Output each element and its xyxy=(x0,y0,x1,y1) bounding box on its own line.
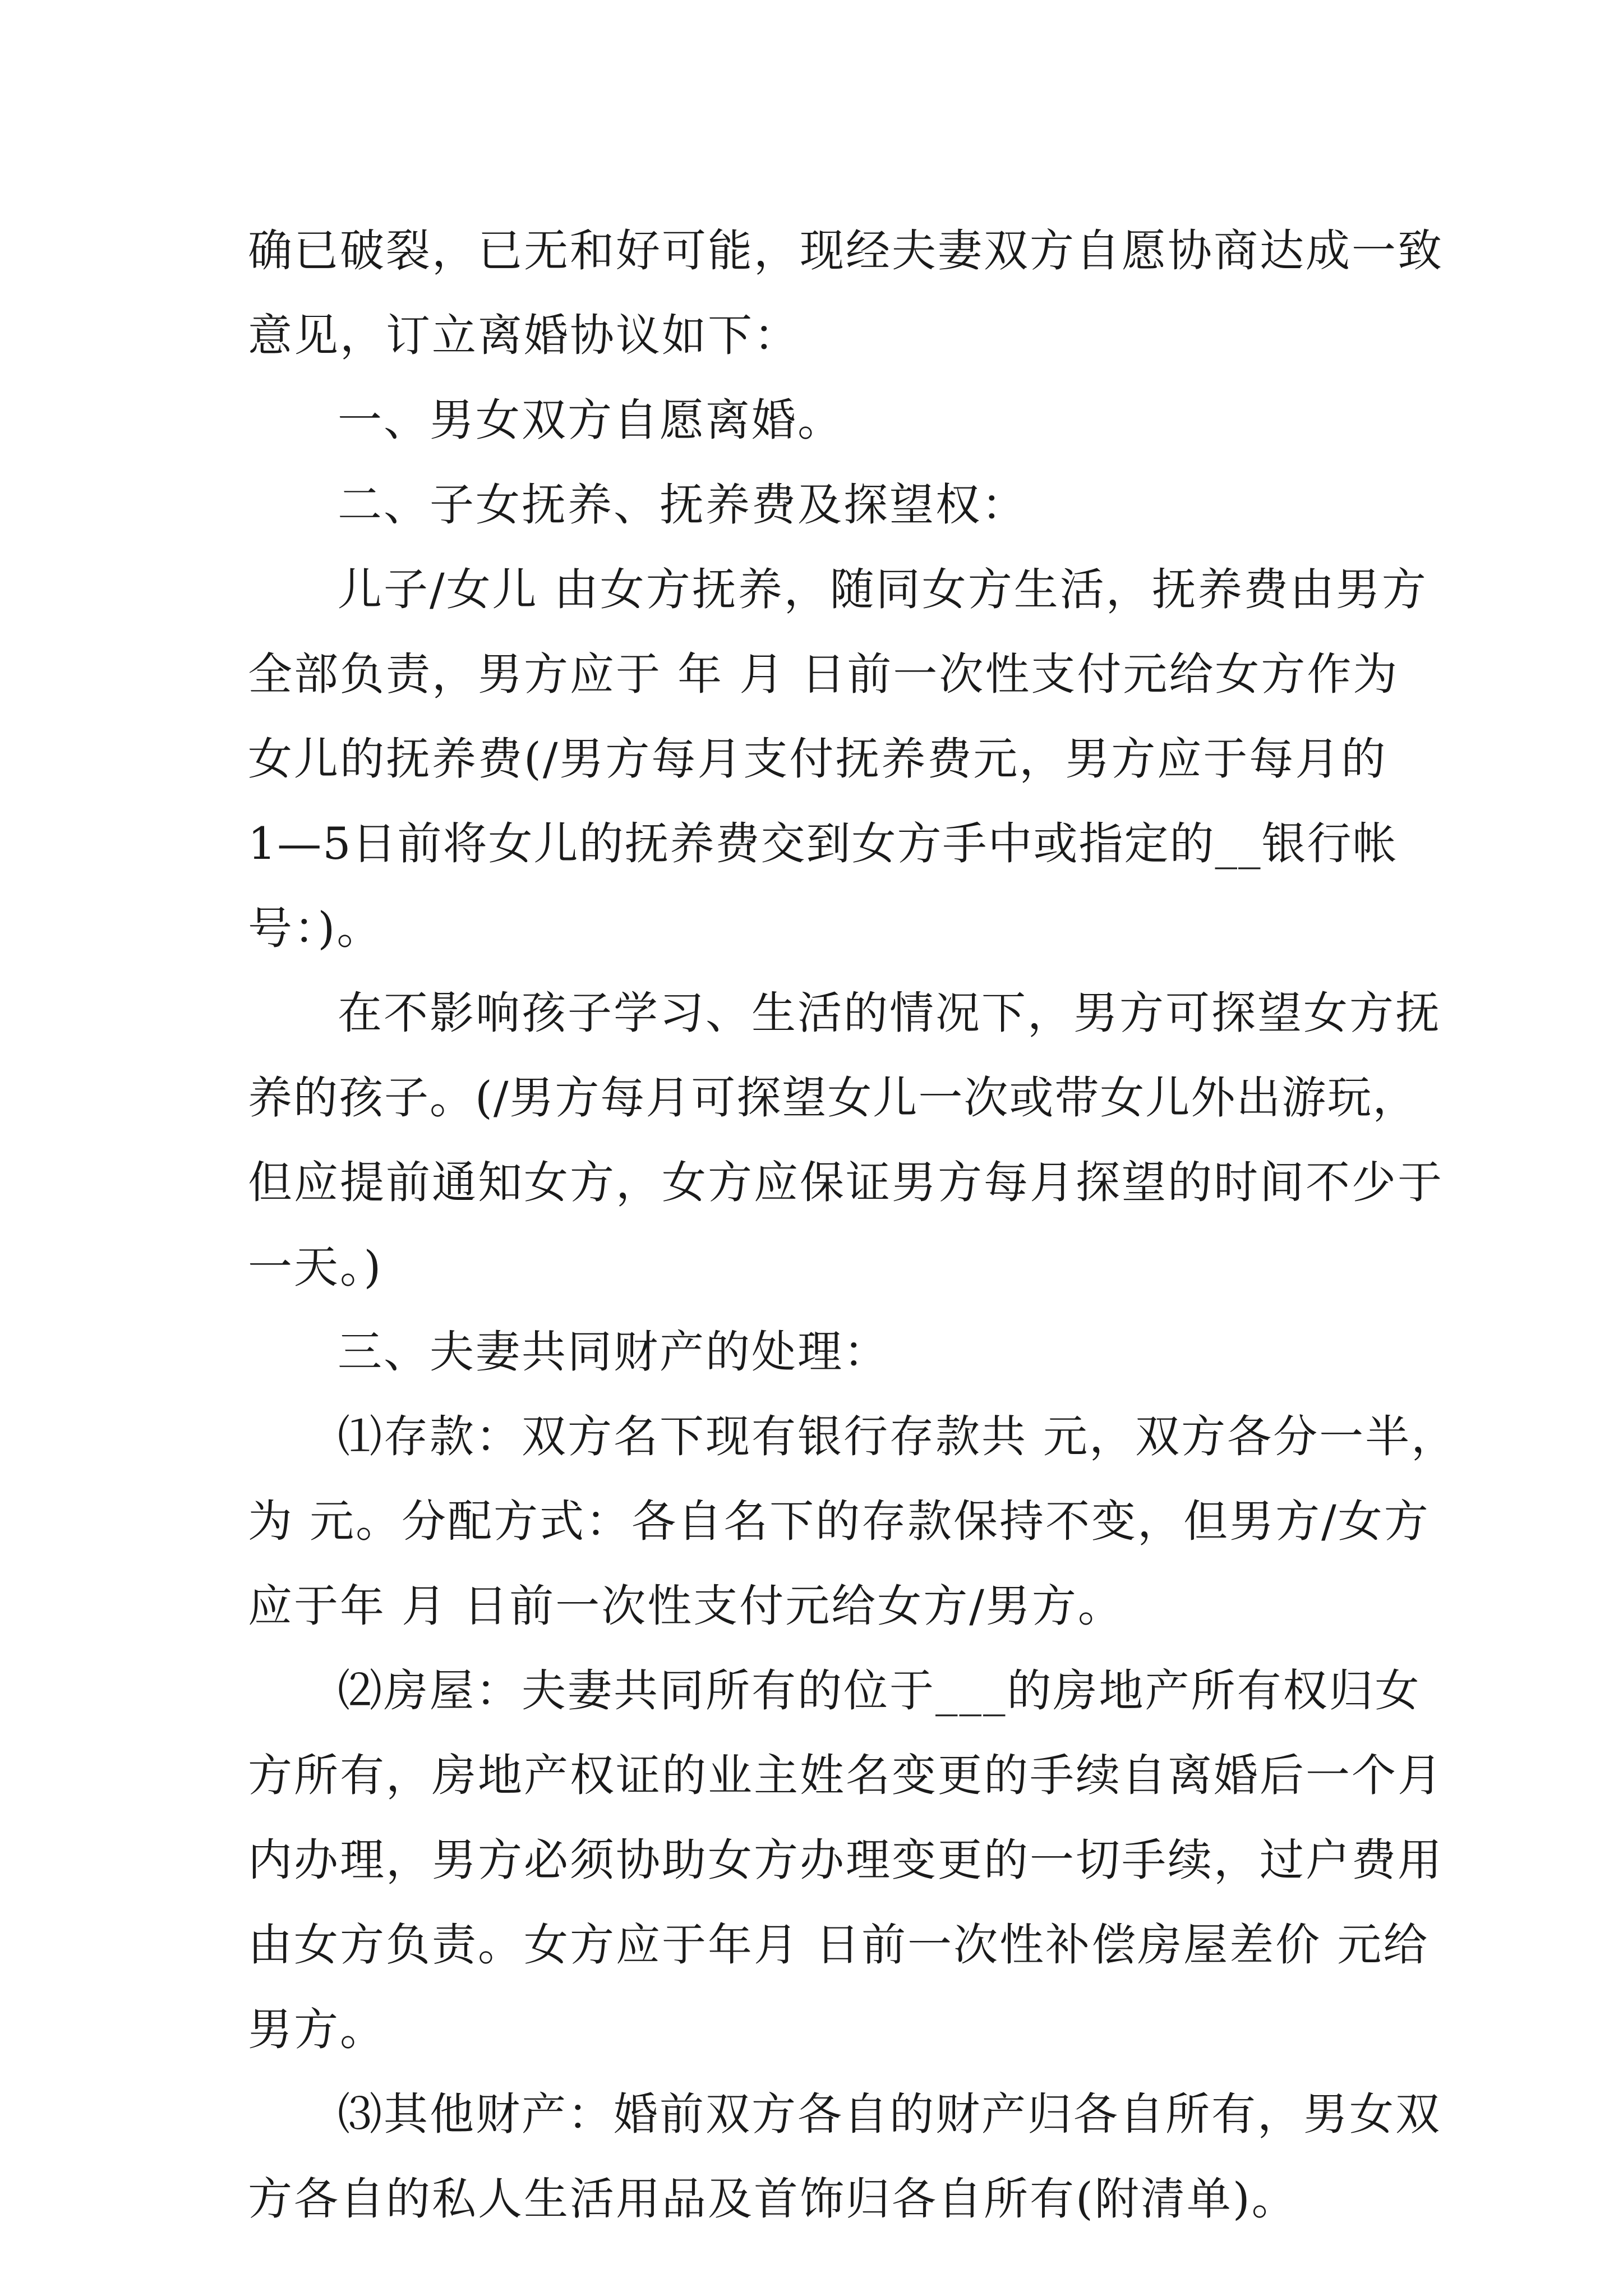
text-line: 女儿的抚养费(/男方每月支付抚养费元，男方应于每月的 xyxy=(248,733,1387,785)
text-line: 1—5日前将女儿的抚养费交到女方手中或指定的__银行帐 xyxy=(248,818,1398,869)
text-line: 一天。) xyxy=(248,1241,383,1293)
text-line: 为 元。分配方式：各自名下的存款保持不变，但男方/女方 xyxy=(248,1496,1430,1547)
text-line: ⑴存款：双方名下现有银行存款共 元，双方各分一半， xyxy=(338,1411,1458,1462)
text-line: 意见，订立离婚协议如下： xyxy=(248,310,800,361)
text-line: 在不影响孩子学习、生活的情况下，男方可探望女方抚 xyxy=(338,987,1441,1039)
text-line: 男方。 xyxy=(248,2004,386,2055)
text-line: ⑵房屋：夫妻共同所有的位于___的房地产所有权归女 xyxy=(338,1665,1421,1717)
text-line: 但应提前通知女方，女方应保证男方每月探望的时间不少于 xyxy=(248,1157,1444,1208)
text-line: ⑶其他财产：婚前双方各自的财产归各自所有，男女双 xyxy=(338,2088,1441,2140)
text-line: 养的孩子。(/男方每月可探望女儿一次或带女儿外出游玩， xyxy=(248,1072,1418,1124)
text-line: 内办理，男方必须协助女方办理变更的一切手续，过户费用 xyxy=(248,1834,1444,1886)
clause-heading: 一、男女双方自愿离婚。 xyxy=(338,394,843,446)
text-line: 号：)。 xyxy=(248,903,383,954)
text-line: 应于年 月 日前一次性支付元给女方/男方。 xyxy=(248,1580,1124,1632)
document-body xyxy=(248,209,1458,2242)
text-line: 由女方负责。女方应于年月 日前一次性补偿房屋差价 元给 xyxy=(248,1919,1430,1971)
clause-heading: 二、子女抚养、抚养费及探望权： xyxy=(338,479,1027,531)
text-line: 儿子/女儿 由女方抚养，随同女方生活，抚养费由男方 xyxy=(338,564,1428,615)
text-line: 确已破裂，已无和好可能，现经夫妻双方自愿协商达成一致 xyxy=(248,225,1444,277)
text-line: 全部负责，男方应于 年 月 日前一次性支付元给女方作为 xyxy=(248,648,1399,700)
clause-heading: 三、夫妻共同财产的处理： xyxy=(338,1326,889,1378)
text-line: 方所有，房地产权证的业主姓名变更的手续自离婚后一个月 xyxy=(248,1750,1444,1801)
text-line: 方各自的私人生活用品及首饰归各自所有(附清单)。 xyxy=(248,2173,1298,2225)
